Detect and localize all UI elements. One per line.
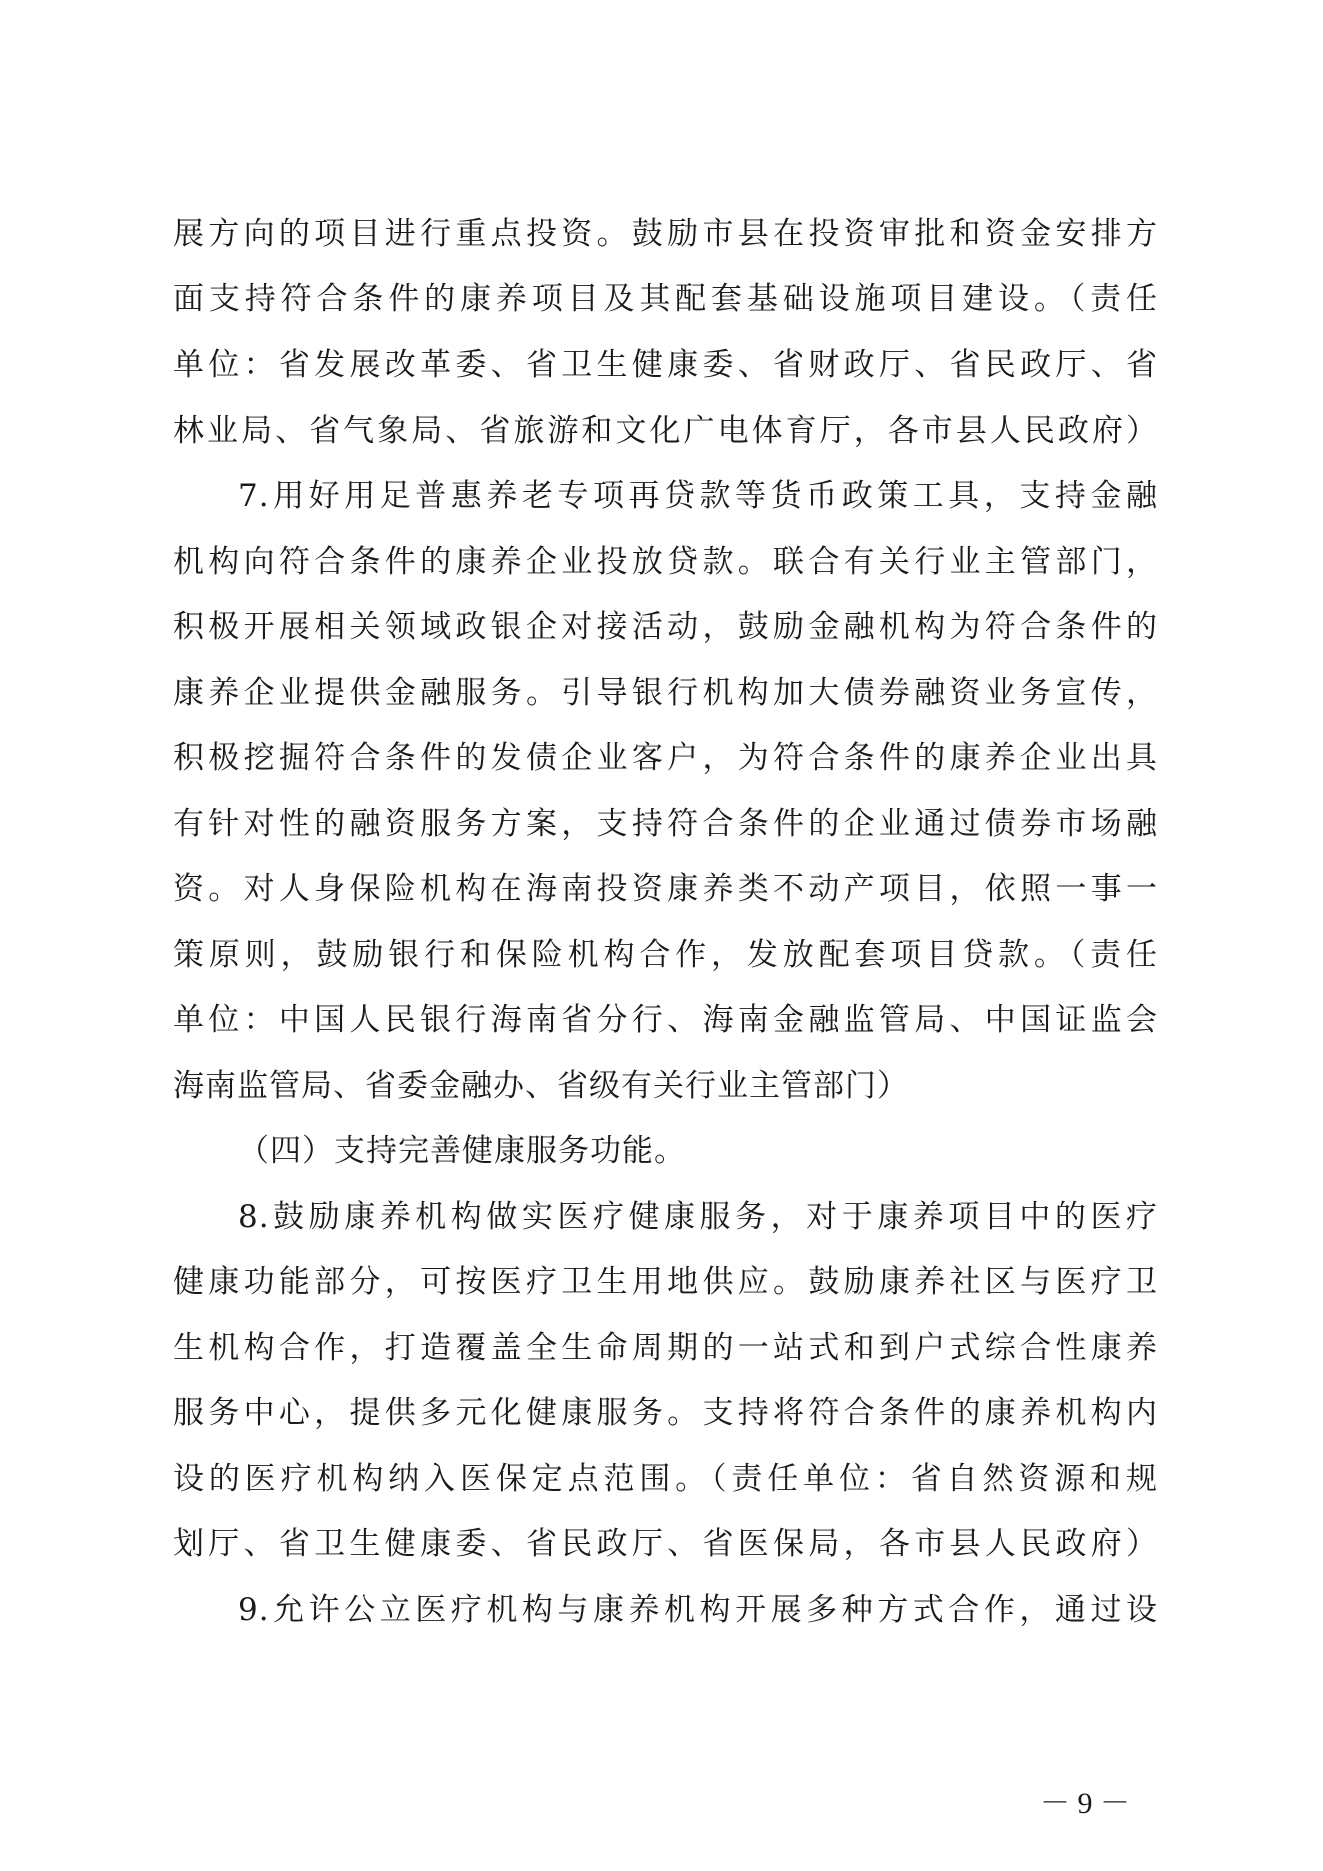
text-line: 单位：省发展改革委、省卫生健康委、省财政厅、省民政厅、省 bbox=[173, 347, 1158, 383]
text-line: 积极开展相关领域政银企对接活动，鼓励金融机构为符合条件的 bbox=[173, 609, 1158, 645]
page-number: － 9 － bbox=[1040, 1787, 1130, 1820]
text-line: 划厅、省卫生健康委、省民政厅、省医保局，各市县人民政府） bbox=[173, 1526, 1158, 1562]
text-line: 健康功能部分，可按医疗卫生用地供应。鼓励康养社区与医疗卫 bbox=[173, 1264, 1158, 1300]
section-heading: （四）支持完善健康服务功能。 bbox=[238, 1133, 686, 1169]
text-line: 展方向的项目进行重点投资。鼓励市县在投资审批和资金安排方 bbox=[173, 216, 1158, 252]
text-line: 积极挖掘符合条件的发债企业客户，为符合条件的康养企业出具 bbox=[173, 740, 1158, 776]
paragraph-start-line: 9.允许公立医疗机构与康养机构开展多种方式合作，通过设 bbox=[238, 1592, 1158, 1628]
text-line: 设的医疗机构纳入医保定点范围。（责任单位：省自然资源和规 bbox=[173, 1461, 1158, 1497]
text-line: 生机构合作，打造覆盖全生命周期的一站式和到户式综合性康养 bbox=[173, 1330, 1158, 1366]
text-line: 面支持符合条件的康养项目及其配套基础设施项目建设。（责任 bbox=[173, 281, 1158, 317]
text-line: 海南监管局、省委金融办、省级有关行业主管部门） bbox=[173, 1068, 909, 1104]
text-line: 服务中心，提供多元化健康服务。支持将符合条件的康养机构内 bbox=[173, 1395, 1158, 1431]
text-line: 有针对性的融资服务方案，支持符合条件的企业通过债券市场融 bbox=[173, 806, 1158, 842]
paragraph-start-line: 8.鼓励康养机构做实医疗健康服务，对于康养项目中的医疗 bbox=[238, 1199, 1158, 1235]
text-line: 单位：中国人民银行海南省分行、海南金融监管局、中国证监会 bbox=[173, 1002, 1158, 1038]
text-line: 林业局、省气象局、省旅游和文化广电体育厅，各市县人民政府） bbox=[173, 413, 1158, 449]
text-line: 康养企业提供金融服务。引导银行机构加大债券融资业务宣传， bbox=[173, 675, 1158, 711]
text-line: 策原则，鼓励银行和保险机构合作，发放配套项目贷款。（责任 bbox=[173, 937, 1158, 973]
text-line: 机构向符合条件的康养企业投放贷款。联合有关行业主管部门， bbox=[173, 544, 1158, 580]
text-line: 资。对人身保险机构在海南投资康养类不动产项目，依照一事一 bbox=[173, 871, 1158, 907]
paragraph-start-line: 7.用好用足普惠养老专项再贷款等货币政策工具，支持金融 bbox=[238, 478, 1158, 514]
